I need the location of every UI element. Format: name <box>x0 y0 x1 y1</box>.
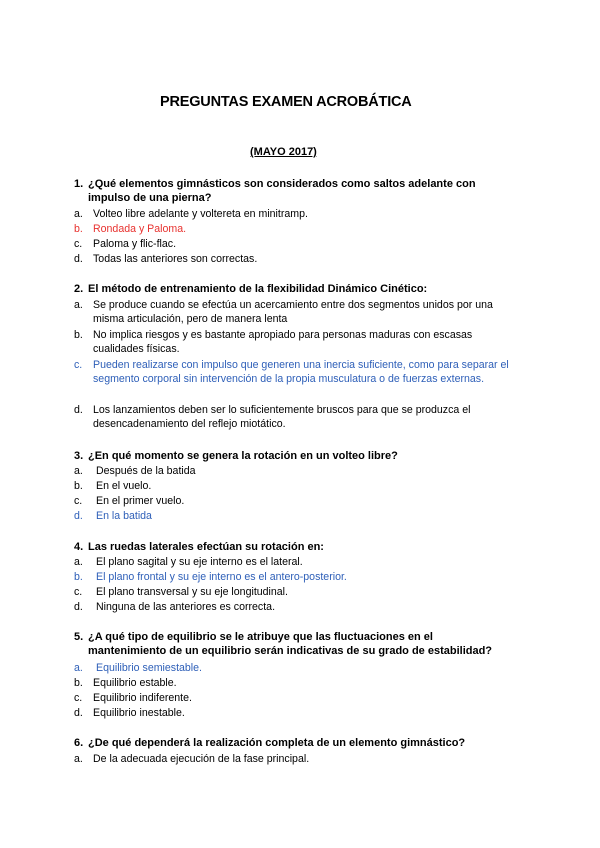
question-number: 5. <box>74 631 84 643</box>
q4-option-b <box>74 570 514 584</box>
option-text: Todas las anteriores son correctas. <box>93 253 258 265</box>
option-letter: a. <box>74 465 83 477</box>
option-text: En el primer vuelo. <box>96 495 185 507</box>
option-text: Paloma y flic-flac. <box>93 238 177 250</box>
option-text: El plano sagital y su eje interno es el lateral. <box>96 556 303 568</box>
option-text: Los lanzamientos deben ser lo suficientemente bruscos para que se produzca el desencadenamiento del reflejo miotático. <box>93 404 471 430</box>
option-text: Rondada y Paloma. <box>93 223 187 235</box>
option-letter: a. <box>74 662 83 674</box>
page-title: PREGUNTAS EXAMEN ACROBÁTICA <box>160 94 412 110</box>
option-text: Equilibrio estable. <box>93 677 177 689</box>
option-letter: b. <box>74 571 83 583</box>
question-number: 4. <box>74 541 84 553</box>
q4-option-d <box>74 600 514 614</box>
option-letter: c. <box>74 586 83 598</box>
q3-option-a <box>74 464 514 478</box>
q4-option-c <box>74 585 514 599</box>
question-text: ¿A qué tipo de equilibrio se le atribuye que las fluctuaciones en el mantenimiento de un equilibrio serán indicativas de su grado de estabilidad? <box>88 631 493 657</box>
q4-option-a <box>74 555 514 569</box>
option-letter: a. <box>74 753 83 765</box>
question-text: El método de entrenamiento de la flexibilidad Dinámico Cinético: <box>88 283 428 295</box>
option-letter: c. <box>74 238 83 250</box>
option-text: En la batida <box>96 510 152 522</box>
option-text: El plano frontal y su eje interno es el antero-posterior. <box>96 571 347 583</box>
option-text: Pueden realizarse con impulso que generen una inercia suficiente, como para separar el segmento corporal sin intervención de la propia musculatura o de fuerzas externas. <box>93 359 509 385</box>
q5-option-b <box>74 676 514 690</box>
option-letter: b. <box>74 677 83 689</box>
option-letter: d. <box>74 404 83 416</box>
q1-option-d <box>74 252 514 266</box>
option-text: No implica riesgos y es bastante apropiado para personas maduras con escasas cualidades físicas. <box>93 329 473 355</box>
option-text: Volteo libre adelante y voltereta en minitramp. <box>93 208 308 220</box>
q5-option-c <box>74 691 514 705</box>
question-5 <box>74 630 514 658</box>
option-letter: a. <box>74 299 83 311</box>
q2-option-b <box>74 328 514 356</box>
option-letter: b. <box>74 480 83 492</box>
q2-option-d <box>74 403 514 431</box>
option-text: Después de la batida <box>96 465 196 477</box>
q5-option-a <box>74 661 514 675</box>
option-text: Ninguna de las anteriores es correcta. <box>96 601 276 613</box>
option-letter: c. <box>74 692 83 704</box>
q3-option-c <box>74 494 514 508</box>
q5-option-d <box>74 706 514 720</box>
option-letter: c. <box>74 495 83 507</box>
option-letter: a. <box>74 556 83 568</box>
question-text: ¿En qué momento se genera la rotación en un volteo libre? <box>88 450 398 462</box>
question-6 <box>74 736 514 750</box>
option-text: Se produce cuando se efectúa un acercamiento entre dos segmentos unidos por una misma articulación, pero de manera lenta <box>93 299 493 325</box>
option-text: Equilibrio indiferente. <box>93 692 192 704</box>
question-number: 6. <box>74 737 84 749</box>
option-letter: d. <box>74 253 83 265</box>
question-number: 1. <box>74 178 84 190</box>
q6-option-a <box>74 752 514 766</box>
option-letter: d. <box>74 707 83 719</box>
q1-option-c <box>74 237 514 251</box>
option-letter: b. <box>74 223 83 235</box>
question-text: ¿Qué elementos gimnásticos son considerados como saltos adelante con impulso de una pierna? <box>88 178 476 204</box>
option-text: En el vuelo. <box>96 480 152 492</box>
option-letter: d. <box>74 601 83 613</box>
option-text: De la adecuada ejecución de la fase principal. <box>93 753 310 765</box>
q3-option-d <box>74 509 514 523</box>
q1-option-b <box>74 222 514 236</box>
question-text: ¿De qué dependerá la realización completa de un elemento gimnástico? <box>88 737 466 749</box>
q2-option-c <box>74 358 514 386</box>
q2-option-a <box>74 298 514 326</box>
option-text: Equilibrio inestable. <box>93 707 185 719</box>
question-3 <box>74 449 514 463</box>
question-number: 3. <box>74 450 84 462</box>
q1-option-a <box>74 207 514 221</box>
option-text: Equilibrio semiestable. <box>96 662 202 674</box>
option-letter: a. <box>74 208 83 220</box>
question-2 <box>74 282 514 296</box>
question-text: Las ruedas laterales efectúan su rotación en: <box>88 541 324 553</box>
question-number: 2. <box>74 283 84 295</box>
option-letter: c. <box>74 359 83 371</box>
option-letter: d. <box>74 510 83 522</box>
option-text: El plano transversal y su eje longitudinal. <box>96 586 288 598</box>
option-letter: b. <box>74 329 83 341</box>
q3-option-b <box>74 479 514 493</box>
question-4 <box>74 540 514 554</box>
exam-date: (MAYO 2017) <box>250 146 317 158</box>
question-1 <box>74 177 514 205</box>
